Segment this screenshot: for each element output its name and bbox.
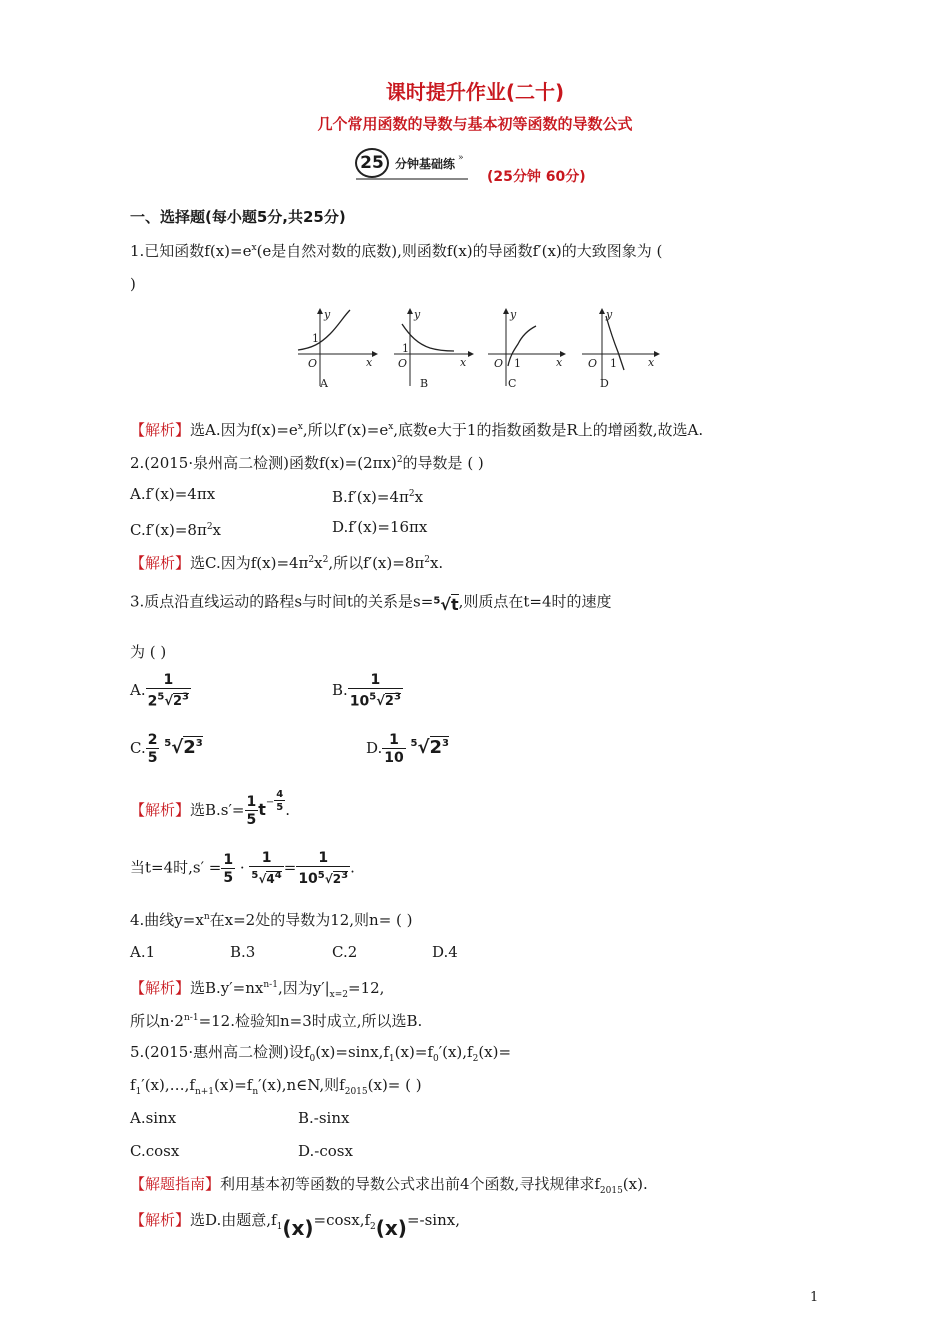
q1-stem-line2: ) <box>130 275 136 293</box>
graph-c-x-label: x <box>556 356 563 369</box>
graph-d-x-label: x <box>648 356 655 369</box>
q4-analysis: 【解析】选$B.y'=nx^{n-1}$,因为$y'|_{x=2}=12$, <box>130 979 385 1000</box>
badge-arrow-icon: » <box>458 153 464 163</box>
q2-stem: 2.(2015·泉州高二检测)函数$f(x)=(2\pi x)^2$的导数是 ( ) <box>130 454 484 472</box>
q4-option-a: A.1 <box>130 943 156 961</box>
q3-option-b: B. $\frac{1}{10^5√2^3}$ <box>332 672 401 710</box>
q5-guide: 【解题指南】利用基本初等函数的导数公式求出前4个函数,寻找规律求$f_{2015}(x)$. <box>130 1175 648 1196</box>
page-number: 1 <box>810 1290 819 1305</box>
graph-d <box>582 308 660 390</box>
q4-option-c: C.2 <box>332 943 358 961</box>
graph-a-y-label: y <box>324 308 331 321</box>
graph-a-x-label: x <box>366 356 373 369</box>
q4-option-b: B.3 <box>230 943 256 961</box>
graph-d-origin: O <box>588 357 598 370</box>
q1-stem: 1.已知函数$f(x)=e^x(e$是自然对数的底数),则函数f(x)的导函数f′(x)的大致图象为 ( <box>130 242 663 260</box>
page-subtitle: 几个常用函数的导数与基本初等函数的导数公式 <box>317 115 633 133</box>
time-badge <box>355 148 464 178</box>
q2-analysis: 【解析】选C.因为$f(x)=4\pi^2x^2$,所以$f'(x)=8\pi^2x$. <box>130 554 444 572</box>
q4-analysis-line2: 所以$n\cdot 2^{n-1}=12$.检验知n=3时成立,所以选B. <box>130 1012 423 1030</box>
q3-option-d: D. $\frac{1}{10}$ $^5√2^3$ <box>366 732 450 766</box>
graph-b-mark: 1 <box>402 342 409 355</box>
q2-option-b: $B.f'(x)=4\pi^2x$ <box>332 488 424 506</box>
q2-option-c: $C.f'(x)=8\pi^2x$ <box>130 521 222 539</box>
graph-c <box>488 308 566 390</box>
graph-b-x-label: x <box>460 356 467 369</box>
q5-option-d: D.-cosx <box>298 1142 353 1160</box>
q5-option-a: A.sinx <box>130 1109 177 1127</box>
q5-option-c: C.cosx <box>130 1142 180 1160</box>
graph-d-mark: 1 <box>610 357 617 370</box>
analysis-tag: 【解析】 <box>130 1211 191 1229</box>
badge-underline <box>356 178 468 180</box>
analysis-tag: 【解析】 <box>130 801 191 819</box>
badge-label: 分钟基础练 <box>395 156 456 171</box>
q1-graphs <box>292 306 662 394</box>
guide-tag: 【解题指南】 <box>130 1175 221 1193</box>
graph-a <box>298 308 378 390</box>
q2-option-a: A.f′(x)=4πx <box>130 485 216 503</box>
timing-note: (25分钟 60分) <box>487 169 586 185</box>
q5-analysis: 【解析】选D.由题意$,f_1(x)=\cos x,f_2(x)=$-sinx, <box>130 1211 460 1240</box>
graph-c-mark: 1 <box>514 357 521 370</box>
analysis-tag: 【解析】 <box>130 554 191 572</box>
q3-stem-line2: 为 ( ) <box>130 643 167 661</box>
q5-stem: 5.(2015·惠州高二检测)设$f_0(x)=\sin x,f_1(x)=f_0'(x),f_2(x)=$ <box>130 1043 512 1064</box>
graph-b-origin: O <box>398 357 408 370</box>
graph-b-label: B <box>420 377 429 390</box>
graph-a-origin: O <box>308 357 318 370</box>
graph-a-mark: 1 <box>312 332 319 345</box>
section-heading: 一、选择题(每小题5分,共25分) <box>130 208 346 226</box>
q4-stem: 4.曲线$y=x^n$在x=2处的导数为12,则n= ( ) <box>130 911 413 929</box>
graph-b <box>394 308 474 390</box>
graph-d-label: D <box>600 377 609 390</box>
graph-c-label: C <box>508 377 517 390</box>
analysis-tag: 【解析】 <box>130 979 191 997</box>
q1-analysis: 【解析】选A.因为$f(x)=e^x$,所以$f'(x)=e^x$,底数e大于1的指数函数是R上的增函数,故选A. <box>130 421 704 439</box>
graph-d-y-label: y <box>606 308 613 321</box>
q4-option-d: D.4 <box>432 943 458 961</box>
q3-option-c: C. $\frac{2}{5}$ $^5√2^3$ <box>130 732 203 766</box>
graph-c-origin: O <box>494 357 504 370</box>
graph-c-y-label: y <box>510 308 517 321</box>
page-title: 课时提升作业(二十) <box>385 80 565 104</box>
badge-number: 25 <box>355 148 389 178</box>
q3-stem: 3.质点沿直线运动的路程s与时间t的关系是s=$^5$√t,则质点在t=4时的速度 <box>130 592 612 615</box>
q3-analysis-line2: 当t=4时,s′ = $\frac{1}{5}$ · $\frac{1}{^5√4^4}$ = $\frac{1}{10^5√2^3}$ . <box>130 850 355 887</box>
q5-stem-line2: $f_1'(x),\dots,f_{n+1}(x)=f_n'(x),n\in N$,则$f_{2015}(x)=$ ( ) <box>130 1076 422 1097</box>
q3-option-a: A. $\frac{1}{2^5√2^3}$ <box>130 672 190 710</box>
graph-b-y-label: y <box>414 308 421 321</box>
q3-analysis: 【解析】选B.s′= $\frac{1}{5}$ t− $\frac{4}{5}$ . <box>130 789 291 828</box>
analysis-tag: 【解析】 <box>130 421 191 439</box>
q5-option-b: B.-sinx <box>298 1109 350 1127</box>
graph-a-label: A <box>320 377 328 390</box>
q2-option-d: D.f′(x)=16πx <box>332 518 428 536</box>
